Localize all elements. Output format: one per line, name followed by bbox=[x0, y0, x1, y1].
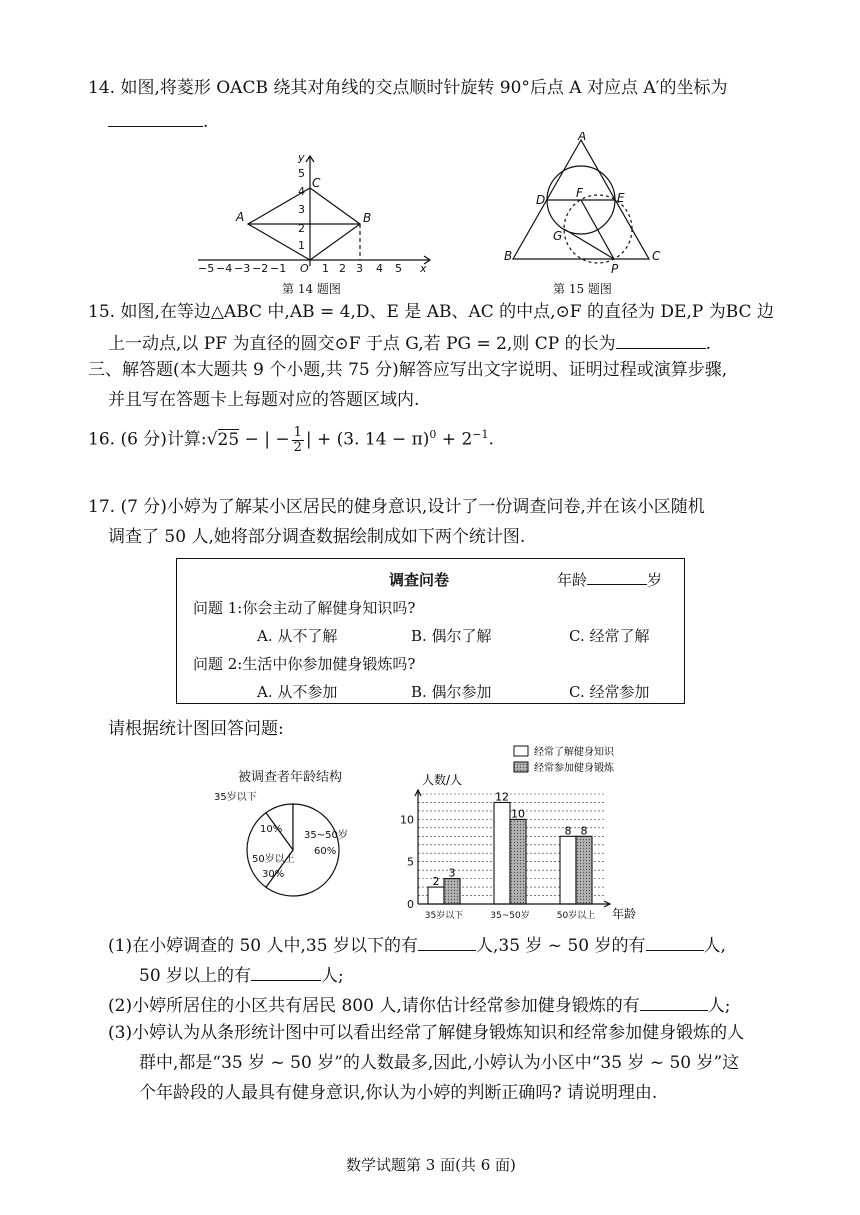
survey-q1-opt-a: A. 从不了解 bbox=[257, 627, 338, 645]
x-axis-label: 年龄 bbox=[612, 907, 636, 921]
pie-chart-title: 被调查者年龄结构 bbox=[238, 770, 343, 785]
q16-expression bbox=[88, 418, 494, 457]
q14-text bbox=[88, 77, 728, 99]
x-tick: 2 bbox=[339, 262, 346, 275]
page-footer: 数学试题第 3 面(共 6 面) bbox=[346, 1156, 516, 1174]
sqrt-sign: √ bbox=[206, 429, 218, 450]
point-a-label: A bbox=[578, 132, 587, 143]
q17-sub3-line2: 群中,都是“35 岁 ~ 50 岁”的人数最多,因此,小婷认为小区中“35 岁 ~ 50 岁”这 bbox=[139, 1053, 740, 1073]
q17-sub1-line1 bbox=[108, 932, 726, 957]
x-tick: −2 bbox=[252, 262, 269, 275]
q16-plus-two: + 2 bbox=[436, 429, 473, 450]
section-3-heading: 三、解答题(本大题共 9 个小题,共 75 分)解答应写出文字说明、证明过程或演算步骤, bbox=[88, 360, 728, 380]
sub1-text-a: (1)在小婷调查的 50 人中,35 岁以下的有 bbox=[108, 936, 418, 956]
frac-num: 1 bbox=[293, 424, 302, 440]
fraction-half bbox=[292, 426, 304, 455]
sub1-text-c: 人, bbox=[703, 936, 726, 956]
answer-blank-under35[interactable] bbox=[418, 932, 476, 951]
x-tick: −5 bbox=[198, 262, 215, 275]
q14-answer-blank[interactable] bbox=[108, 108, 203, 127]
age-label: 年龄 bbox=[557, 571, 588, 589]
q17-line2: 调查了 50 人,她将部分调查数据绘制成如下两个统计图. bbox=[108, 527, 526, 547]
bar-chart bbox=[396, 742, 636, 924]
y-axis-label: 人数/人 bbox=[422, 773, 463, 787]
pie-label-over50: 50岁以上 bbox=[252, 854, 295, 865]
pie-chart bbox=[208, 788, 388, 913]
figure-15 bbox=[498, 132, 668, 280]
bar-value-label: 3 bbox=[448, 866, 456, 880]
pie-label-under35: 35岁以下 bbox=[214, 792, 257, 803]
figure-14-caption: 第 14 题图 bbox=[282, 282, 341, 296]
sqrt-arg: 25 bbox=[217, 429, 240, 450]
q15-end: . bbox=[705, 334, 712, 354]
q15-stem: 上一动点,以 PF 为直径的圆交⊙F 于点 G,若 PG = 2,则 CP 的长为 bbox=[108, 334, 616, 354]
bar-value-label: 2 bbox=[432, 875, 440, 889]
bar bbox=[494, 802, 510, 904]
age-blank[interactable] bbox=[587, 570, 647, 585]
survey-q1-opt-c: C. 经常了解 bbox=[569, 627, 650, 645]
point-c-label: C bbox=[312, 176, 321, 190]
x-tick: 1 bbox=[322, 262, 329, 275]
sub1-text-b: 人,35 岁 ~ 50 岁的有 bbox=[475, 936, 646, 956]
sub2-text-b: 人; bbox=[707, 996, 731, 1016]
point-e-label: E bbox=[617, 191, 625, 205]
q17-line1: 17. (7 分)小婷为了解某小区居民的健身意识,设计了一份调查问卷,并在该小区随机 bbox=[88, 497, 705, 517]
bar-value-label: 12 bbox=[495, 790, 509, 804]
q14-end: . bbox=[203, 112, 209, 132]
answer-blank-35to50[interactable] bbox=[646, 932, 704, 951]
bar-value-label: 8 bbox=[580, 824, 588, 838]
q17-prompt: 请根据统计图回答问题: bbox=[108, 719, 284, 739]
pie-value-35to50: 60% bbox=[314, 846, 337, 857]
point-f-label: F bbox=[576, 186, 583, 200]
bar-value-label: 10 bbox=[511, 807, 525, 821]
x-category-label: 50岁以上 bbox=[556, 911, 596, 921]
point-b-label: B bbox=[504, 249, 513, 263]
segment-fp bbox=[581, 200, 614, 259]
x-tick: 5 bbox=[395, 262, 402, 275]
bar-value-label: 8 bbox=[564, 824, 572, 838]
y-tick-label: 5 bbox=[407, 855, 414, 869]
q16-minus-abs: − | − bbox=[239, 429, 290, 450]
point-b-label: B bbox=[363, 211, 372, 225]
sub2-text-a: (2)小婷所居住的小区共有居民 800 人,请你估计经常参加健身锻炼的有 bbox=[108, 996, 640, 1016]
q15-answer-blank[interactable] bbox=[616, 330, 706, 349]
age-unit: 岁 bbox=[647, 571, 663, 589]
section-3-instruction: 并且写在答题卡上每题对应的答题区域内. bbox=[108, 390, 420, 410]
legend-label-knowledge: 经常了解健身知识 bbox=[534, 747, 614, 758]
x-category-label: 35岁以下 bbox=[424, 911, 464, 921]
survey-q2-opt-c: C. 经常参加 bbox=[569, 683, 650, 701]
q17-sub3-line1: (3)小婷认为从条形统计图中可以看出经常了解健身锻炼知识和经常参加健身锻炼的人 bbox=[108, 1023, 745, 1043]
q15-line1: 15. 如图,在等边△ABC 中,AB = 4,D、E 是 AB、AC 的中点,⊙F 的直径为 DE,P 为BC 边 bbox=[88, 302, 774, 322]
y-axis-name: y bbox=[298, 151, 305, 164]
survey-title: 调查问卷 bbox=[389, 571, 450, 589]
y-tick-label: 0 bbox=[407, 898, 414, 911]
y-tick: 5 bbox=[298, 167, 305, 180]
x-tick: 4 bbox=[376, 262, 383, 275]
x-tick: −1 bbox=[270, 262, 287, 275]
exponent-zero: 0 bbox=[429, 428, 437, 441]
legend-label-exercise: 经常参加健身锻炼 bbox=[534, 763, 614, 774]
point-c-label: C bbox=[652, 249, 661, 263]
exponent-neg-one: −1 bbox=[472, 428, 489, 441]
point-a-label: A bbox=[236, 210, 245, 224]
q16-end: . bbox=[488, 429, 494, 450]
point-g-label: G bbox=[553, 229, 563, 243]
q16-prefix: 16. (6 分)计算: bbox=[88, 429, 207, 450]
bar bbox=[510, 819, 526, 904]
pie-label-35to50: 35~50岁 bbox=[304, 830, 348, 841]
x-category-label: 35~50岁 bbox=[490, 911, 530, 921]
sub1-text-e: 人; bbox=[321, 966, 344, 986]
point-d-label: D bbox=[536, 193, 546, 207]
pie-value-under35: 10% bbox=[260, 824, 283, 835]
y-tick: 1 bbox=[298, 239, 305, 252]
figure-14 bbox=[190, 148, 440, 298]
q17-sub3-line3: 个年龄段的人最具有健身意识,你认为小婷的判断正确吗? 请说明理由. bbox=[139, 1083, 658, 1103]
survey-questionnaire bbox=[176, 558, 685, 704]
y-tick: 3 bbox=[298, 203, 305, 216]
survey-age-field bbox=[557, 569, 662, 590]
q17-sub1-line2 bbox=[139, 962, 344, 987]
point-p-label: P bbox=[611, 262, 619, 276]
q15-line2 bbox=[108, 330, 711, 355]
q14-stem: 14. 如图,将菱形 OACB 绕其对角线的交点顺时针旋转 90°后点 A 对应点 A′的坐标为 bbox=[88, 78, 728, 98]
sub1-text-d: 50 岁以上的有 bbox=[139, 966, 252, 986]
figure-15-caption: 第 15 题图 bbox=[553, 282, 612, 296]
survey-q1-opt-b: B. 偶尔了解 bbox=[411, 627, 492, 645]
bar bbox=[560, 836, 576, 904]
survey-q1: 问题 1:你会主动了解健身知识吗? bbox=[193, 599, 416, 617]
answer-blank-over50[interactable] bbox=[251, 962, 321, 981]
x-tick: 3 bbox=[356, 262, 363, 275]
q14-answer-line bbox=[108, 108, 208, 133]
y-tick: 4 bbox=[298, 185, 305, 198]
legend-swatch-knowledge bbox=[514, 746, 528, 756]
x-axis-name: x bbox=[420, 262, 427, 275]
survey-q2-opt-b: B. 偶尔参加 bbox=[411, 683, 492, 701]
frac-den: 2 bbox=[293, 439, 302, 455]
q17-sub2 bbox=[108, 992, 730, 1017]
q16-rest: | + (3. 14 − π) bbox=[305, 429, 430, 450]
y-tick: 2 bbox=[298, 222, 305, 235]
survey-q2-opt-a: A. 从不参加 bbox=[257, 683, 338, 701]
answer-blank-estimate[interactable] bbox=[640, 992, 708, 1011]
x-tick: −4 bbox=[216, 262, 233, 275]
bar bbox=[444, 879, 460, 904]
pie-value-over50: 30% bbox=[262, 869, 285, 880]
legend-swatch-exercise bbox=[514, 762, 528, 772]
y-tick-label: 10 bbox=[400, 813, 414, 827]
origin-label: O bbox=[300, 262, 309, 275]
bar bbox=[576, 836, 592, 904]
bar bbox=[428, 887, 444, 904]
x-tick: −3 bbox=[234, 262, 251, 275]
survey-q2: 问题 2:生活中你参加健身锻炼吗? bbox=[193, 655, 416, 673]
